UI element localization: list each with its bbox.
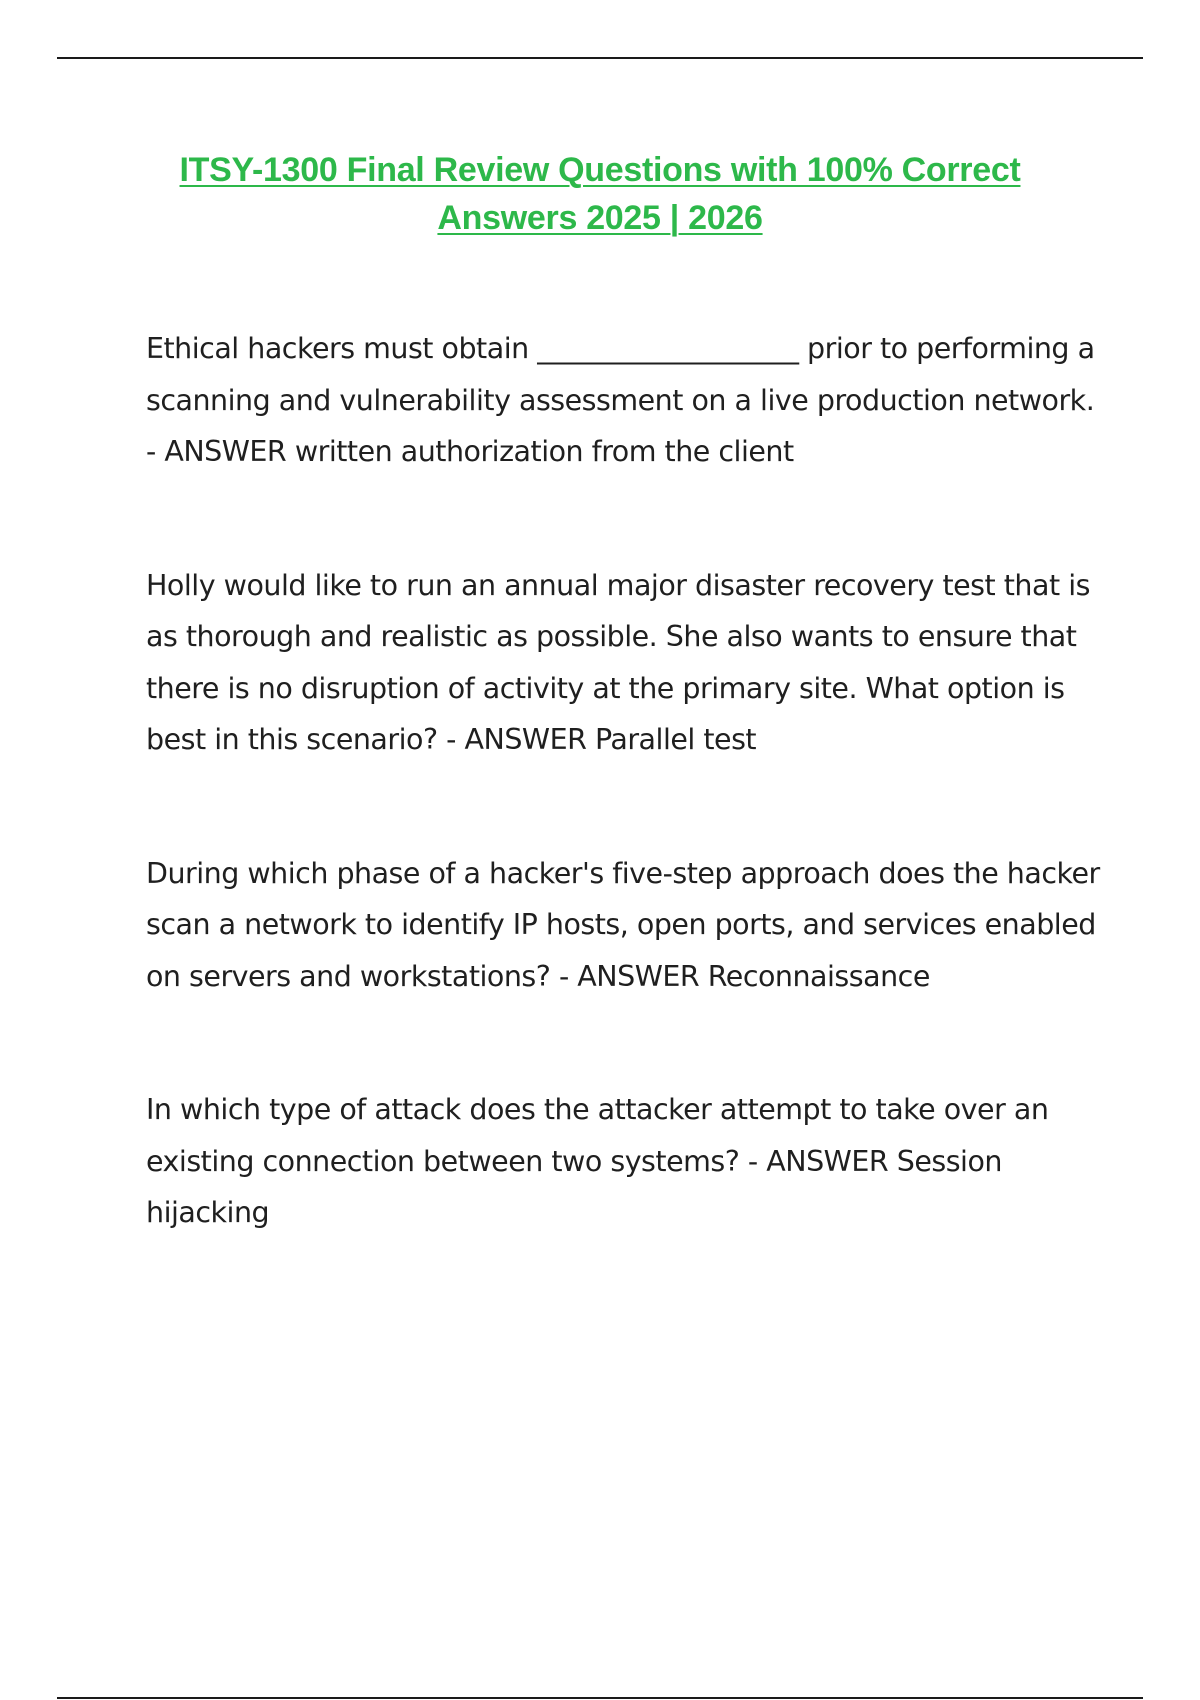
bottom-rule — [57, 1697, 1143, 1699]
question-item-2 — [146, 560, 1106, 766]
question-item-3 — [146, 848, 1106, 1003]
answer-label: - ANSWER — [446, 723, 587, 756]
question-text: Ethical hackers must obtain ___________________ prior to performing a scanning and vulnerability assessment on a live production network. — [146, 332, 1095, 417]
answer-label: - ANSWER — [146, 435, 287, 468]
question-item-4 — [146, 1084, 1106, 1239]
answer-label: - ANSWER — [747, 1144, 889, 1178]
title-line-1: ITSY-1300 Final Review Questions with 100% Correct — [179, 151, 1021, 189]
answer-text: Session hijacking — [146, 1144, 1002, 1229]
document-title — [100, 146, 1100, 242]
question-text: During which phase of a hacker's five-step approach does the hacker scan a network to identify IP hosts, open ports, and services enabled on servers and workstations? — [146, 856, 1100, 993]
top-rule — [57, 57, 1143, 59]
question-list — [146, 323, 1106, 1321]
answer-text: Parallel test — [594, 723, 757, 756]
title-line-2: Answers 2025 | 2026 — [437, 199, 763, 237]
answer-text: written authorization from the client — [294, 435, 794, 468]
question-item-1 — [146, 323, 1106, 478]
answer-text: Reconnaissance — [707, 959, 930, 993]
question-text: Holly would like to run an annual major disaster recovery test that is as thorough and realistic as possible. She also wants to ensure that there is no disruption of activity at the primary site. What option is best in this scenario? — [146, 568, 1090, 756]
answer-label: - ANSWER — [558, 959, 700, 993]
question-text: In which type of attack does the attacker attempt to take over an existing connection between two systems? — [146, 1093, 1049, 1178]
